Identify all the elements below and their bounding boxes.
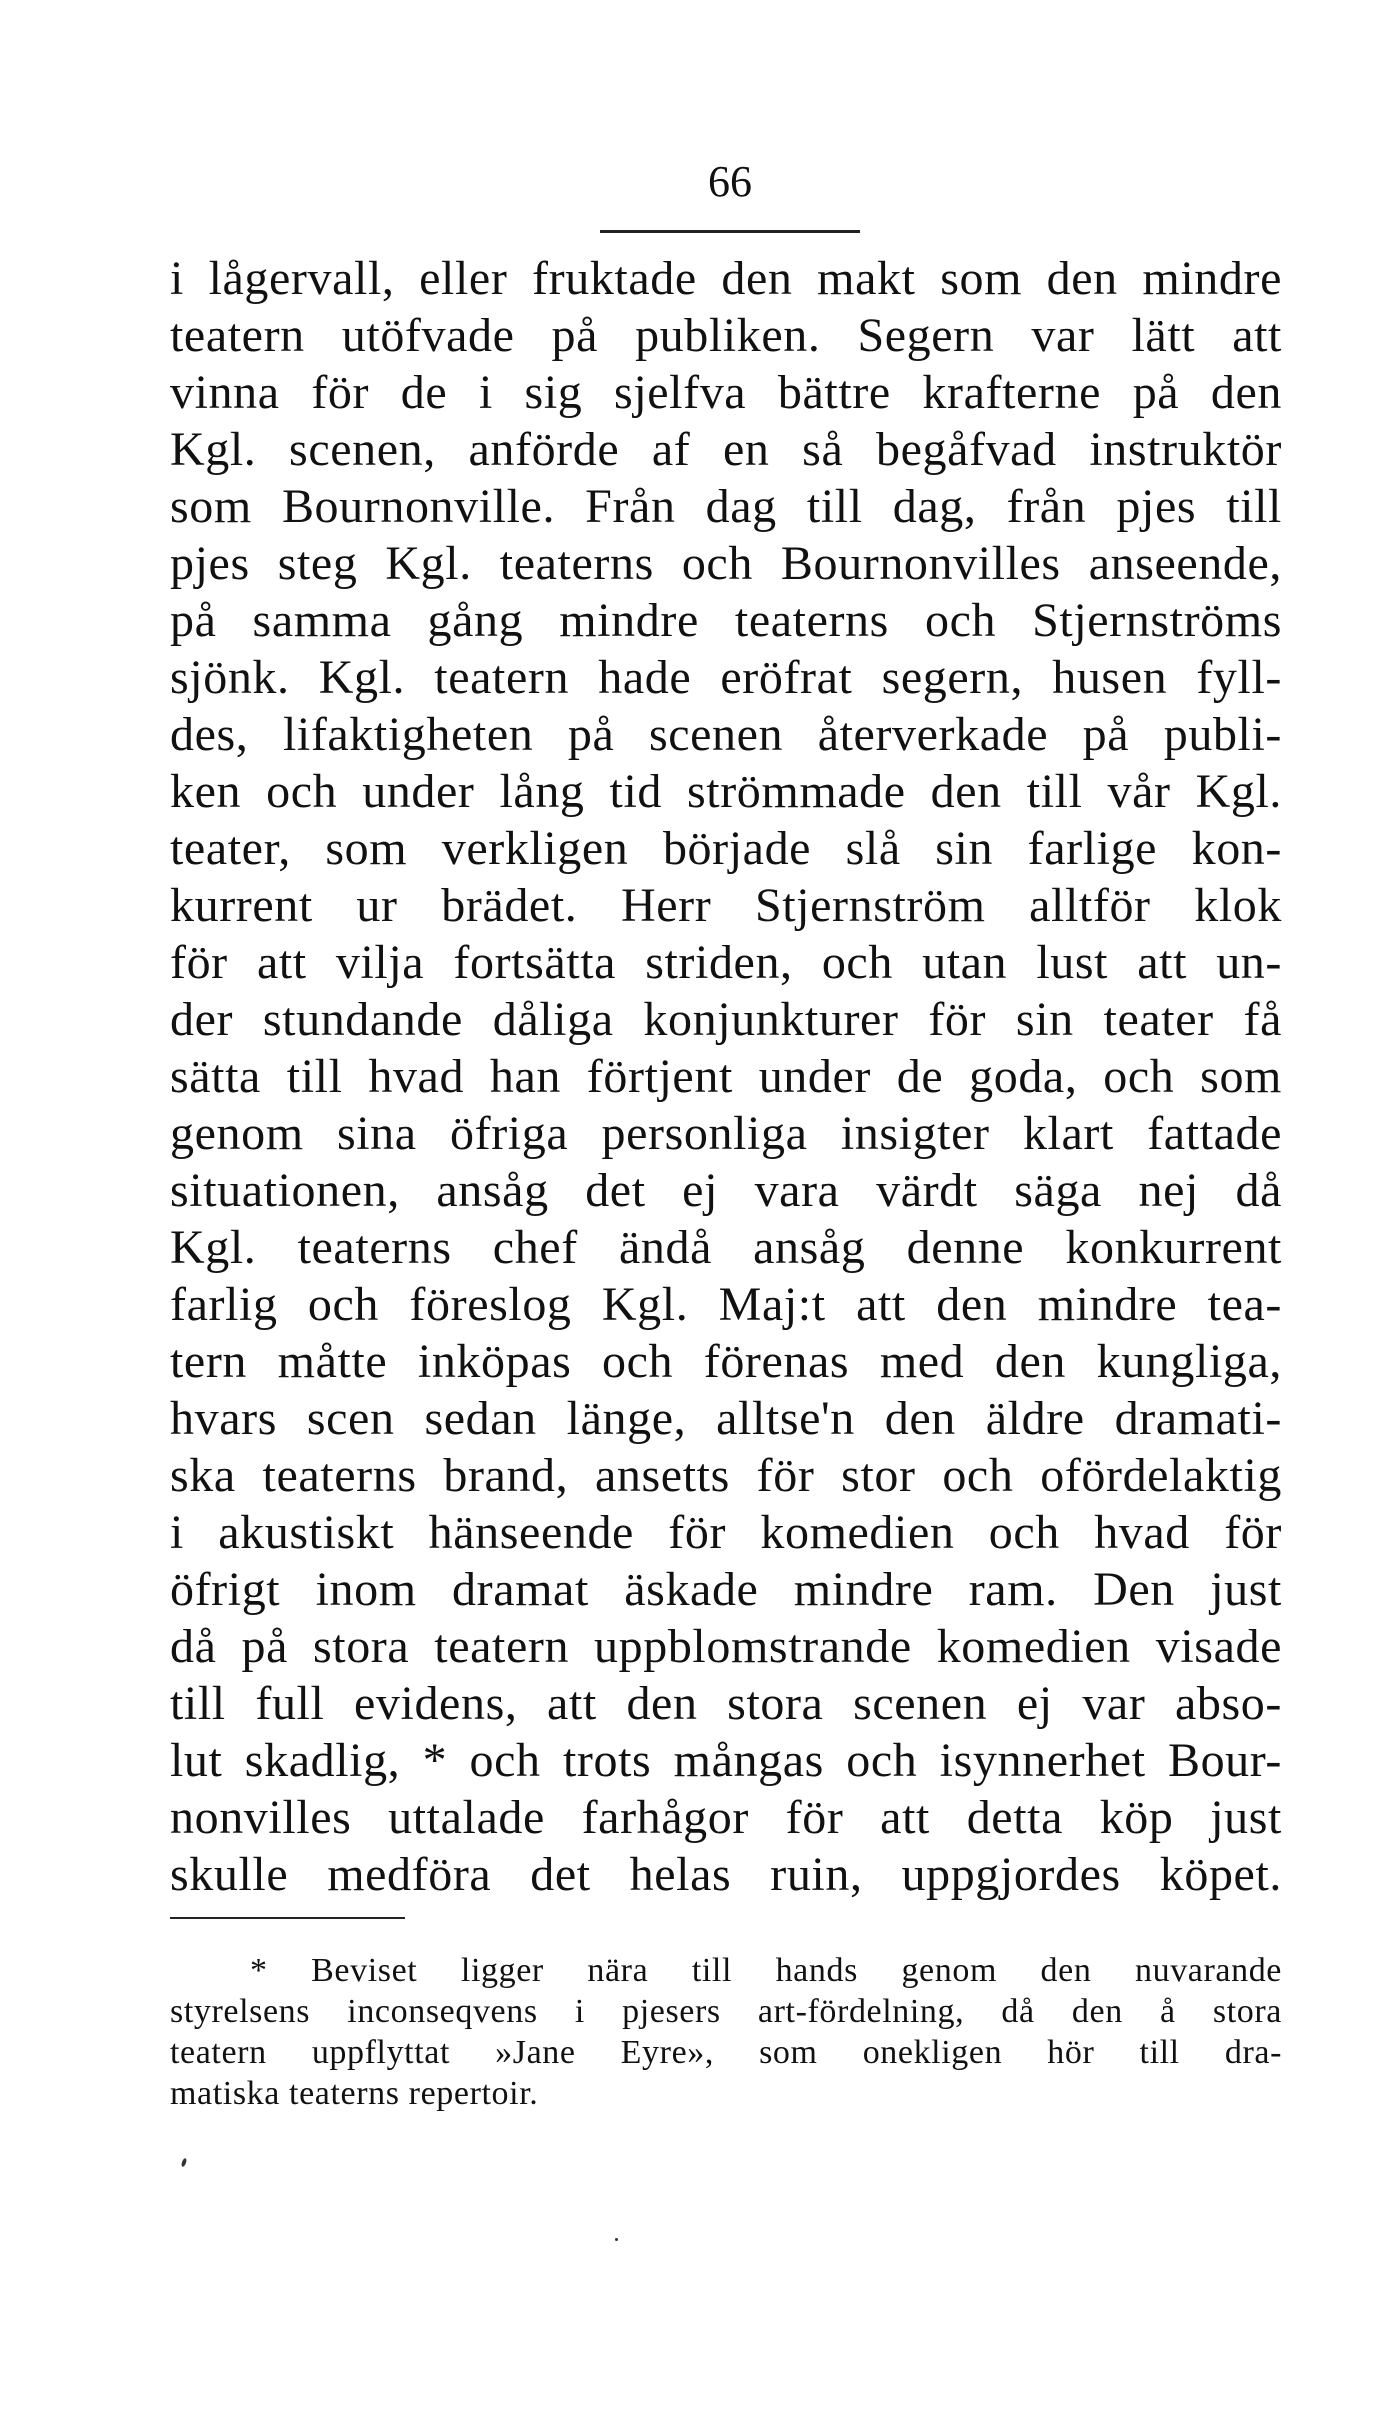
footnote-rule: [170, 1917, 405, 1919]
text-line: i akustiskt hänseende för komedien och hvad för: [170, 1506, 1282, 1559]
text-line: nonvilles uttalade farhågor för att detta köp just: [170, 1791, 1282, 1844]
text-line: öfrigt inom dramat äskade mindre ram. Den just: [170, 1563, 1282, 1616]
text-line: situationen, ansåg det ej vara värdt säga nej då: [170, 1164, 1282, 1217]
text-line: des, lifaktigheten på scenen återverkade på publi-: [170, 708, 1282, 761]
text-line: kurrent ur brädet. Herr Stjernström alltför klok: [170, 879, 1282, 932]
ink-speck: [181, 2158, 188, 2168]
text-line: genom sina öfriga personliga insigter klart fattade: [170, 1107, 1282, 1160]
header-rule: [600, 230, 860, 233]
body-text: [170, 250, 1282, 1903]
footnote-line: styrelsens inconseqvens i pjesers art-fördelning, då den å stora: [170, 1993, 1282, 2030]
text-line: pjes steg Kgl. teaterns och Bournonvilles anseende,: [170, 537, 1282, 590]
text-line: ska teaterns brand, ansetts för stor och ofördelaktig: [170, 1449, 1282, 1502]
footnote-line: matiska teaterns repertoir.: [170, 2075, 539, 2112]
footnote: [170, 1950, 1282, 2114]
footnote-line: * Beviset ligger nära till hands genom den nuvarande: [250, 1952, 1282, 1989]
text-line: tern måtte inköpas och förenas med den kungliga,: [170, 1335, 1282, 1388]
text-line: sätta till hvad han förtjent under de goda, och som: [170, 1050, 1282, 1103]
text-line: skulle medföra det helas ruin, uppgjordes köpet.: [170, 1848, 1282, 1901]
footnote-line: teatern uppflyttat »Jane Eyre», som onekligen hör till dra-: [170, 2034, 1282, 2071]
page-number: 66: [708, 157, 752, 206]
text-line: i lågervall, eller fruktade den makt som den mindre: [170, 252, 1282, 305]
text-line: för att vilja fortsätta striden, och utan lust att un-: [170, 936, 1282, 989]
text-line: der stundande dåliga konjunkturer för sin teater få: [170, 993, 1282, 1046]
ink-speck: [615, 2238, 618, 2241]
text-line: sjönk. Kgl. teatern hade eröfrat segern, husen fyll-: [170, 651, 1282, 704]
text-line: ken och under lång tid strömmade den till vår Kgl.: [170, 765, 1282, 818]
text-line: som Bournonville. Från dag till dag, från pjes till: [170, 480, 1282, 533]
text-line: till full evidens, att den stora scenen ej var abso-: [170, 1677, 1282, 1730]
text-line: lut skadlig, * och trots mångas och isynnerhet Bour-: [170, 1734, 1282, 1787]
text-line: vinna för de i sig sjelfva bättre krafterne på den: [170, 366, 1282, 419]
text-line: teater, som verkligen började slå sin farlige kon-: [170, 822, 1282, 875]
text-line: hvars scen sedan länge, alltse'n den äldre dramati-: [170, 1392, 1282, 1445]
text-line: farlig och föreslog Kgl. Maj:t att den mindre tea-: [170, 1278, 1282, 1331]
text-line: på samma gång mindre teaterns och Stjernströms: [170, 594, 1282, 647]
text-line: teatern utöfvade på publiken. Segern var lätt att: [170, 309, 1282, 362]
text-line: Kgl. teaterns chef ändå ansåg denne konkurrent: [170, 1221, 1282, 1274]
text-line: då på stora teatern uppblomstrande komedien visade: [170, 1620, 1282, 1673]
text-line: Kgl. scenen, anförde af en så begåfvad instruktör: [170, 423, 1282, 476]
